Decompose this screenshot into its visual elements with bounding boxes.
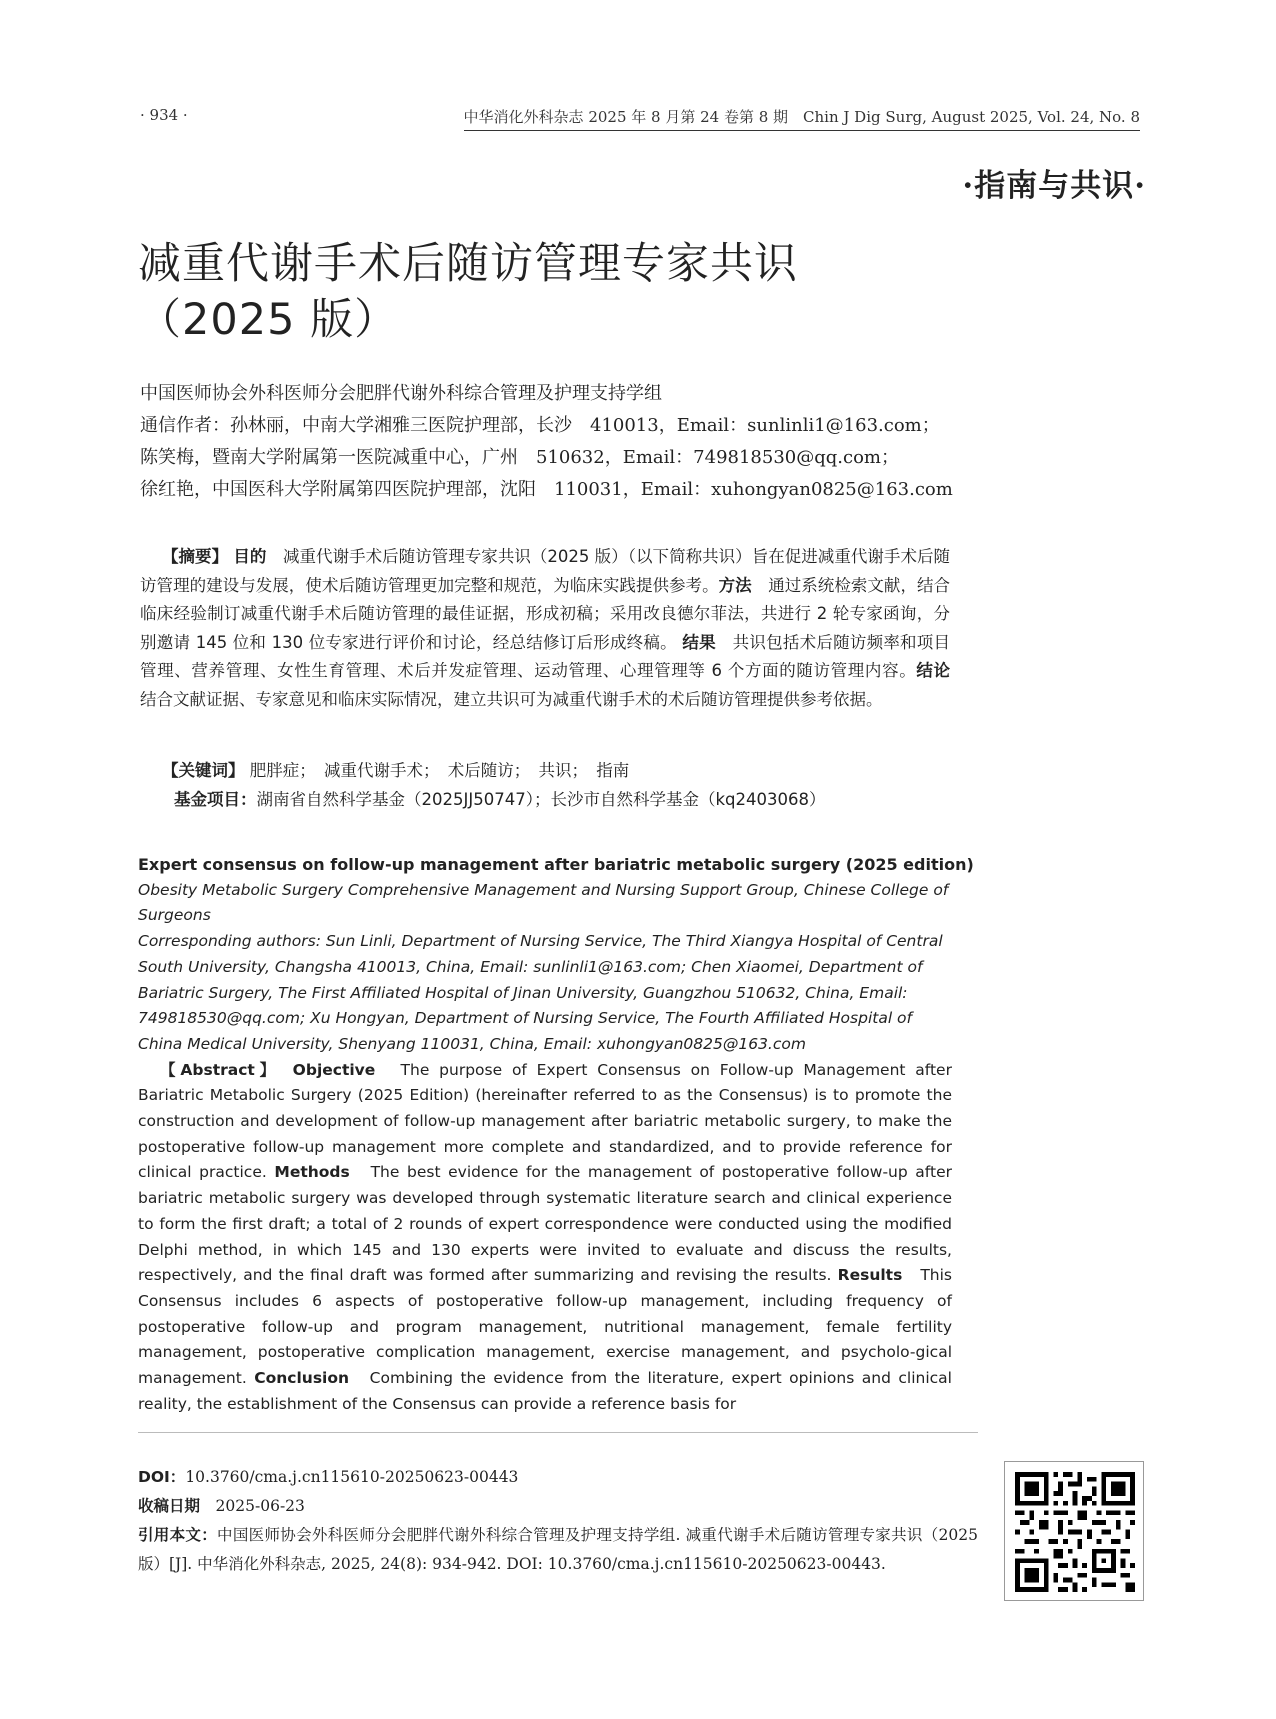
keywords-text: 肥胖症； 减重代谢手术； 术后随访； 共识； 指南 [249, 761, 630, 780]
page-number: · 934 · [140, 106, 188, 124]
doi-label: DOI： [138, 1468, 186, 1486]
english-corresponding-authors: Corresponding authors: Sun Linli, Department of Nursing Service, The Third Xiangya Hospital of Central South University, Changsha 410013, China, Email: sunlinli1@163.com; Chen Xiaomei, Department of Bariatric Surgery, The First Affiliated Hospital of Jinan University, Guangzhou 510632, China, Email: 749818530@qq.com; Xu Hongyan, Department of Nursing Service, The Fourth Affiliated Hospital of China Medical University, Shenyang 110031, China, Email: xuhongyan0825@163.com [138, 932, 943, 1053]
title-line-1: 减重代谢手术后随访管理专家共识 [138, 239, 798, 289]
english-abstract [138, 1058, 952, 1418]
doi-link[interactable]: 10.3760/cma.j.cn115610-20250623-00443 [185, 1468, 519, 1486]
results-label: 结果 [682, 632, 716, 652]
cite-label: 引用本文： [138, 1526, 218, 1544]
english-methods-label: Methods [274, 1163, 350, 1182]
article-footer [138, 1463, 978, 1579]
keywords [162, 757, 952, 785]
objective-text: 减重代谢手术后随访管理专家共识（2025 版）（以下简称共识）旨在促进减重代谢手术后随访管理的建设与发展，使术后随访管理更加完整和规范，为临床实践提供参考。 [140, 547, 951, 595]
corresponding-author-line: 徐红艳，中国医科大学附属第四医院护理部，沈阳 110031，Email：xuhongyan0825@163.com [140, 479, 953, 500]
objective-label: 目的 [233, 547, 267, 566]
english-title: Expert consensus on follow-up management after bariatric metabolic surgery (2025 edition) [138, 855, 974, 874]
fund-label: 基金项目： [174, 790, 257, 809]
english-objective-text: The purpose of Expert Consensus on Follow-up Management after Bariatric Metabolic Surgery (2025 Edition) (hereinafter referred to as the Consensus) is to promote the construction and development of follow-up management after bariatric metabolic surgery, to make the postoperative follow-up management more complete and standardized, and to provide reference for clinical practice. [138, 1060, 952, 1182]
english-results-text: This Consensus includes 6 aspects of postoperative follow-up management, including frequency of postoperative follow-up and program management, nutritional management, female fertility management, postoperative complication management, exercise management, and psycholo-gical management. [138, 1266, 952, 1388]
english-methods-text: The best evidence for the management of postoperative follow-up after bariatric metabolic surgery was developed through systematic literature search and clinical experience to form the first draft; a total of 2 rounds of expert correspondence were conducted using the modified Delphi method, in which 145 and 130 experts were invited to evaluate and discuss the results, respectively, and the final draft was formed after summarizing and revising the results. [138, 1163, 952, 1285]
methods-label: 方法 [718, 575, 752, 595]
corresponding-author-line: 陈笑梅，暨南大学附属第一医院减重中心，广州 510632，Email：749818530@qq.com； [140, 447, 899, 468]
author-block [140, 378, 1140, 506]
english-conclusion-label: Conclusion [254, 1369, 350, 1388]
corresponding-author-line: 通信作者：孙林丽，中南大学湘雅三医院护理部，长沙 410013，Email：sunlinli1@163.com； [140, 415, 940, 436]
english-abstract-label: 【Abstract】 [160, 1060, 273, 1079]
section-label: ·指南与共识· [962, 168, 1146, 204]
journal-info: 中华消化外科杂志 2025 年 8 月第 24 卷第 8 期 Chin J Dig Surg, August 2025, Vol. 24, No. 8 [464, 106, 1140, 131]
footer-divider [138, 1432, 978, 1433]
abstract-label: 【摘要】 [162, 547, 229, 566]
received-date: 2025-06-23 [215, 1497, 305, 1515]
english-abstract-block [138, 852, 974, 1417]
conclusion-label: 结论 [916, 661, 950, 680]
english-conclusion-text: Combining the evidence from the literature, expert opinions and clinical reality, the establishment of the Consensus can provide a reference basis for [138, 1369, 952, 1413]
received-line [138, 1492, 978, 1521]
cite-text: 中国医师协会外科医师分会肥胖代谢外科综合管理及护理支持学组. 减重代谢手术后随访管理专家共识（2025 版）[J]. 中华消化外科杂志, 2025, 24(8): 934-942. DOI: 10.3760/cma.j.cn115610-20250623-00443. [138, 1526, 978, 1573]
conclusion-text: 结合文献证据、专家意见和临床实际情况，建立共识可为减重代谢手术的术后随访管理提供参考依据。 [140, 689, 883, 709]
abstract-chinese [140, 543, 950, 714]
title-line-2: （2025 版） [138, 295, 399, 345]
english-results-label: Results [837, 1266, 903, 1285]
doi-line [138, 1463, 978, 1492]
keywords-label: 【关键词】 [162, 761, 245, 780]
english-objective-label: Objective [292, 1060, 376, 1079]
fund-text: 湖南省自然科学基金（2025JJ50747）；长沙市自然科学基金（kq2403068） [256, 790, 826, 809]
results-text: 共识包括术后随访频率和项目管理、营养管理、女性生育管理、术后并发症管理、运动管理、心理管理等 6 个方面的随访管理内容。 [140, 632, 951, 680]
citation [138, 1521, 978, 1579]
methods-text: 通过系统检索文献，结合临床经验制订减重代谢手术后随访管理的最佳证据，形成初稿；采用改良德尔菲法，共进行 2 轮专家函询，分别邀请 145 位和 130 位专家进行评价和讨论，经总结修订后形成终稿。 [140, 575, 950, 652]
author-group: 中国医师协会外科医师分会肥胖代谢外科综合管理及护理支持学组 [140, 383, 662, 404]
article-title [138, 236, 1038, 348]
qr-code-graphic [1015, 1472, 1135, 1592]
qr-code-icon[interactable] [1004, 1461, 1144, 1601]
received-label: 收稿日期 [138, 1497, 201, 1515]
fund-project [174, 786, 964, 814]
running-header [140, 104, 1140, 130]
english-author-group: Obesity Metabolic Surgery Comprehensive Management and Nursing Support Group, Chinese College of Surgeons [138, 880, 949, 925]
